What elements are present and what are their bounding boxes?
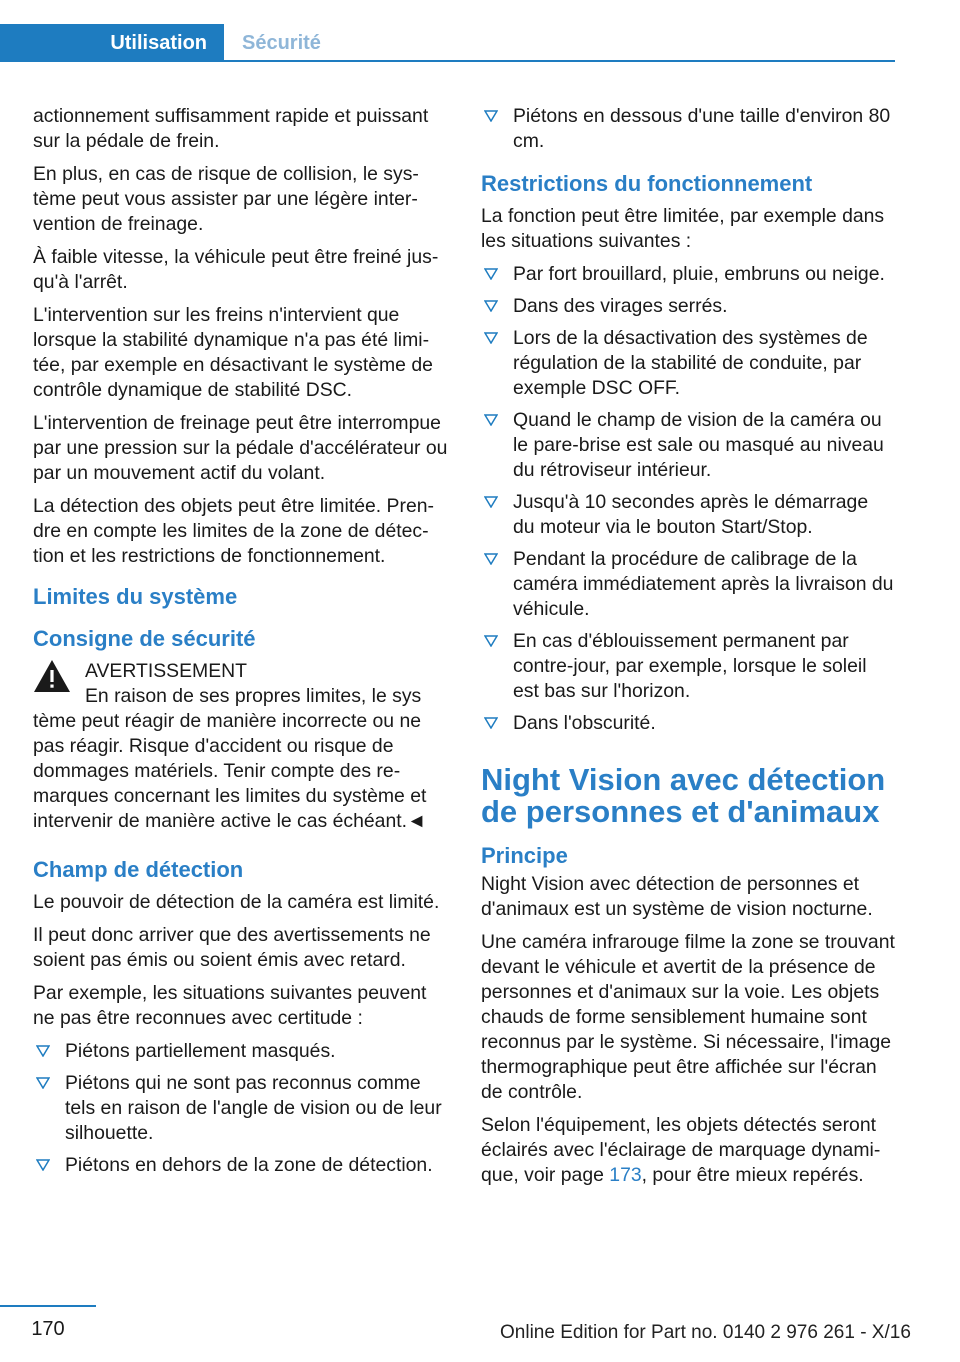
paragraph: En plus, en cas de risque de collision, le système peut vous assister par une légère intervention de freinage. xyxy=(33,163,419,235)
triangle-bullet-icon xyxy=(484,553,498,565)
left-column xyxy=(33,104,451,1186)
list-item: En cas d'éblouissement permanent par contre-jour, par exemple, lorsque le soleil est bas sur l'horizon. xyxy=(481,629,895,704)
page-link[interactable]: 173 xyxy=(609,1164,642,1186)
triangle-bullet-icon xyxy=(484,300,498,312)
heading-principle: Principe xyxy=(481,843,568,868)
paragraph: Par exemple, les situations suivantes peuvent ne pas être reconnues avec certitude : xyxy=(33,982,427,1029)
list-undetected xyxy=(33,1039,451,1178)
warning-block xyxy=(33,659,451,834)
list-item: Piétons en dessous d'une taille d'environ 80 cm. xyxy=(481,104,895,154)
list-item: Par fort brouillard, pluie, embruns ou neige. xyxy=(481,262,895,287)
list-item: Piétons partiellement masqués. xyxy=(33,1039,451,1064)
tab-utilisation[interactable]: Utilisation xyxy=(0,24,224,62)
list-item: Jusqu'à 10 secondes après le démarrage du moteur via le bouton Start/Stop. xyxy=(481,490,895,540)
paragraph: La fonction peut être limitée, par exemple dans les situations suivantes : xyxy=(481,205,885,252)
paragraph: Selon l'équipement, les objets détectés seront éclairés avec l'éclairage de marquage dynamique, voir page 173, pour être mieux repérés. xyxy=(481,1114,881,1186)
list-item: Lors de la désactivation des systèmes de régulation de la stabilité de conduite, par exemple DSC OFF. xyxy=(481,326,895,401)
heading-restrictions: Restrictions du fonctionnement xyxy=(481,171,813,196)
warning-text-first: En raison de ses propres limites, le sys xyxy=(85,685,422,707)
list-item: Piétons qui ne sont pas reconnus comme tels en raison de l'angle de vision ou de leur silhouette. xyxy=(33,1071,451,1146)
page-number-rule xyxy=(0,1305,96,1307)
triangle-bullet-icon xyxy=(36,1077,50,1089)
triangle-bullet-icon xyxy=(484,635,498,647)
list-item: Quand le champ de vision de la caméra ou le pare-brise est sale ou masqué au niveau du rétroviseur intérieur. xyxy=(481,408,895,483)
paragraph: À faible vitesse, la véhicule peut être freiné jusqu'à l'arrêt. xyxy=(33,246,439,293)
triangle-bullet-icon xyxy=(484,332,498,344)
list-item: Piétons en dehors de la zone de détection. xyxy=(33,1153,451,1178)
paragraph: actionnement suffisamment rapide et puissant sur la pédale de frein. xyxy=(33,105,429,152)
list-undetected-cont xyxy=(481,104,895,154)
triangle-bullet-icon xyxy=(484,110,498,122)
heading-limits: Limites du système xyxy=(33,584,238,609)
heading-night-vision: Night Vision avec détection de personnes et d'animaux xyxy=(481,762,886,829)
paragraph: L'intervention de freinage peut être interrompue par une pression sur la pédale d'accélérateur ou par un mouvement actif du volant. xyxy=(33,412,448,484)
paragraph: Le pouvoir de détection de la caméra est limité. xyxy=(33,891,440,913)
heading-detection-field: Champ de détection xyxy=(33,857,244,882)
triangle-bullet-icon xyxy=(484,496,498,508)
paragraph: Il peut donc arriver que des avertissements ne soient pas émis ou soient émis avec retard. xyxy=(33,924,431,971)
page-number: 170 xyxy=(31,1318,65,1340)
triangle-bullet-icon xyxy=(484,414,498,426)
tab-securite[interactable]: Sécurité xyxy=(242,32,321,54)
footer-edition: Online Edition for Part no. 0140 2 976 261 - X/16 xyxy=(500,1322,911,1343)
paragraph: Une caméra infrarouge filme la zone se trouvant devant le véhicule et avertit de la présence de personnes et d'animaux sur la voie. Les objets chauds de forme sensiblement humaine sont reconnus par le système. Si nécessaire, l'image thermographique peut être affichée sur l'écran de contrôle. xyxy=(481,931,895,1103)
triangle-bullet-icon xyxy=(36,1159,50,1171)
warning-text: tème peut réagir de manière incorrecte ou ne pas réagir. Risque d'accident ou risque de dommages matériels. Tenir compte des remarques concernant les limites du système et intervenir de manière active le cas échéant.◄ xyxy=(33,710,427,832)
header-tabs xyxy=(0,24,895,62)
triangle-bullet-icon xyxy=(36,1045,50,1057)
triangle-bullet-icon xyxy=(484,268,498,280)
warning-icon xyxy=(33,659,71,693)
list-item: Pendant la procédure de calibrage de la caméra immédiatement après la livraison du véhicule. xyxy=(481,547,895,622)
triangle-bullet-icon xyxy=(484,717,498,729)
header-rule xyxy=(224,60,895,62)
paragraph: Night Vision avec détection de personnes et d'animaux est un système de vision nocturne. xyxy=(481,873,873,920)
right-column xyxy=(481,104,895,1196)
warning-title: AVERTISSEMENT xyxy=(85,660,247,682)
heading-safety: Consigne de sécurité xyxy=(33,626,256,651)
list-item: Dans des virages serrés. xyxy=(481,294,895,319)
paragraph: La détection des objets peut être limitée. Prendre en compte les limites de la zone de détection et les restrictions de fonctionnement. xyxy=(33,495,434,567)
paragraph: L'intervention sur les freins n'intervient que lorsque la stabilité dynamique n'a pas été limitée, par exemple en désactivant le système de contrôle dynamique de stabilité DSC. xyxy=(33,304,433,401)
list-restrictions xyxy=(481,262,895,736)
list-item: Dans l'obscurité. xyxy=(481,711,895,736)
